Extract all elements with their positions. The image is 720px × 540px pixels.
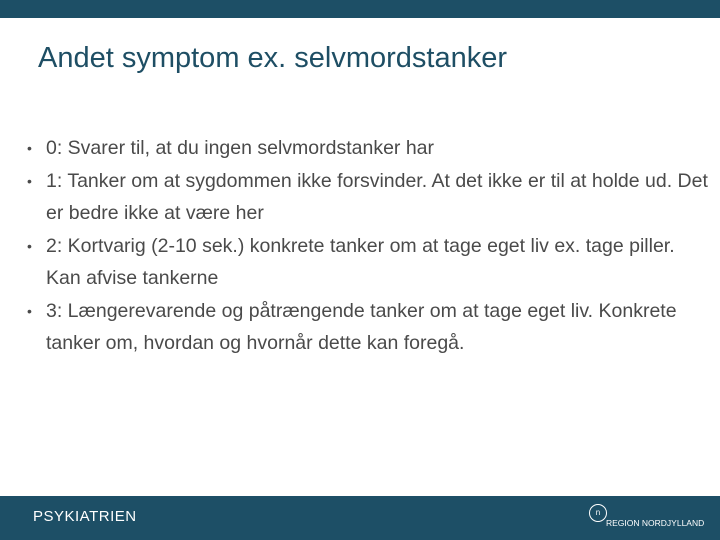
bullet-icon: •: [27, 172, 32, 189]
bullet-list: [22, 132, 712, 360]
region-logo-text: REGION NORDJYLLAND: [606, 518, 705, 528]
bullet-icon: •: [27, 237, 32, 254]
bullet-item: [22, 230, 712, 295]
bullet-text: 1: Tanker om at sygdommen ikke forsvinder. At det ikke er til at holde ud. Det er bedre ikke at være her: [46, 169, 708, 224]
bullet-item: [22, 165, 712, 230]
bullet-icon: •: [27, 302, 32, 319]
top-bar: [0, 0, 720, 18]
bullet-text: 0: Svarer til, at du ingen selvmordstanker har: [46, 137, 435, 159]
bullet-text: 2: Kortvarig (2-10 sek.) konkrete tanker om at tage eget liv ex. tage piller. Kan afvise tankerne: [46, 234, 675, 289]
bullet-text: 3: Længerevarende og påtrængende tanker om at tage eget liv. Konkrete tanker om, hvordan og hvornår dette kan foregå.: [46, 299, 677, 354]
psykiatrien-logo-text: PSYKIATRIEN: [33, 508, 137, 525]
slide-title: Andet symptom ex. selvmordstanker: [38, 42, 508, 74]
footer-bar: [0, 496, 720, 540]
bullet-item: [22, 295, 712, 360]
bullet-icon: •: [27, 140, 32, 156]
bullet-item: [22, 132, 712, 165]
region-logo-icon: n: [589, 504, 607, 522]
